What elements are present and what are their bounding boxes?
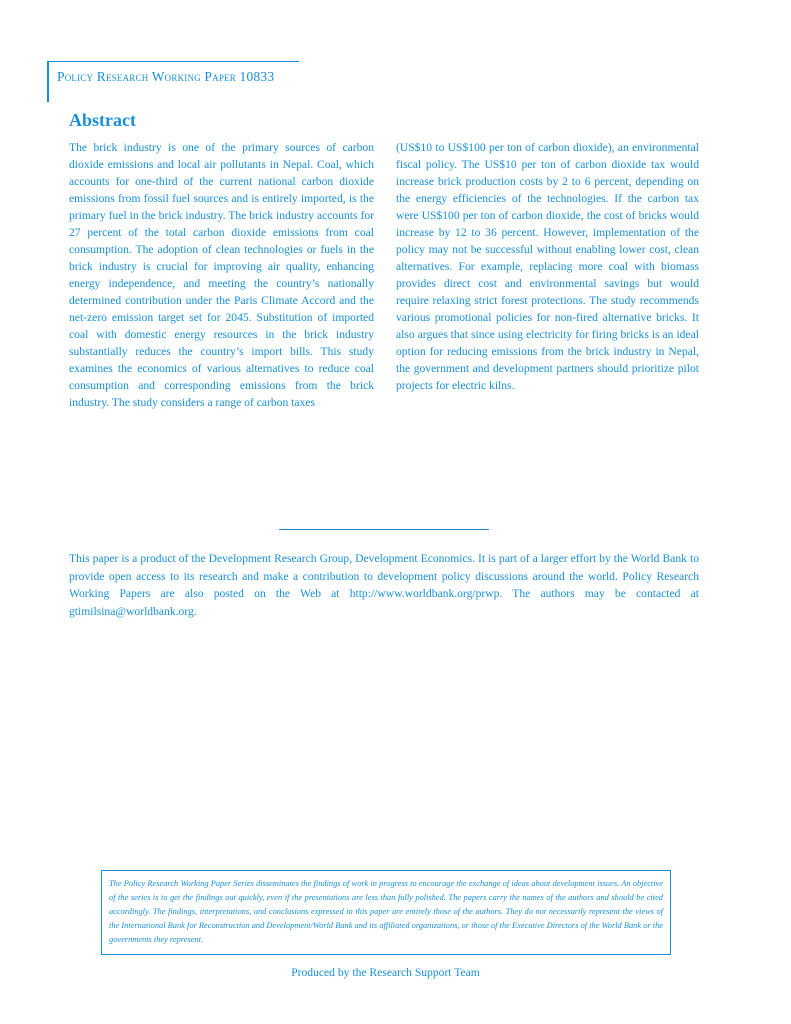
abstract-right-column: (US$10 to US$100 per ton of carbon dioxide), an environmental fiscal policy. The US$10 per ton of carbon dioxide tax would increase brick production costs by 2 to 6 percent, depending on the energy efficiencies of the technologies. If the carbon tax were US$100 per ton of carbon dioxide, the cost of bricks would increase by 12 to 36 percent. However, implementation of the policy may not be successful without enabling lower cost, clean alternatives. For example, replacing more coal with biomass provides direct cost and environmental savings but would require relaxing strict forest protections. The study recommends various promotional policies for non-fired alternative bricks. It also argues that since using electricity for firing bricks is an ideal option for reducing emissions from the brick industry in Nepal, the government and development partners should prioritize pilot projects for electric kilns.: [396, 141, 699, 392]
series-label: Policy Research Working Paper 10833: [57, 69, 275, 84]
series-header: [47, 61, 299, 102]
product-note: This paper is a product of the Development Research Group, Development Economics. It is part of a larger effort by the World Bank to provide open access to its research and make a contribution to development policy discussions around the world. Policy Research Working Papers are also posted on the Web at http://www.worldbank.org/prwp. The authors may be contacted at gtimilsina@worldbank.org.: [69, 552, 699, 618]
abstract-left-column: The brick industry is one of the primary sources of carbon dioxide emissions and local air pollutants in Nepal. Coal, which accounts for one-third of the current national carbon dioxide emissions from fossil fuel sources and is entirely imported, is the primary fuel in the brick industry. The brick industry accounts for 27 percent of the total carbon dioxide emissions from coal consumption. The adoption of clean technologies or fuels in the brick industry is crucial for improving air quality, enhancing energy independence, and meeting the country’s nationally determined contribution under the Paris Climate Accord and the net-zero emission target set for 2045. Substitution of imported coal with domestic energy resources in the brick industry substantially reduces the country’s import bills. This study examines the economics of various alternatives to reduce coal consumption and corresponding emissions from the brick industry. The study considers a range of carbon taxes: [69, 141, 374, 409]
disclaimer-box: [101, 870, 671, 955]
disclaimer-text: The Policy Research Working Paper Series disseminates the findings of work in progress to encourage the exchange of ideas about development issues. An objective of the series is to get the findings out quickly, even if the presentations are less than fully polished. The papers carry the names of the authors and should be cited accordingly. The findings, interpretations, and conclusions expressed in this paper are entirely those of the authors. They do not necessarily represent the views of the International Bank for Reconstruction and Development/World Bank and its affiliated organizations, or those of the Executive Directors of the World Bank or the governments they represent.: [109, 879, 663, 944]
abstract-heading: Abstract: [69, 110, 136, 130]
footer-credit: Produced by the Research Support Team: [291, 966, 480, 979]
section-divider: [279, 529, 489, 530]
